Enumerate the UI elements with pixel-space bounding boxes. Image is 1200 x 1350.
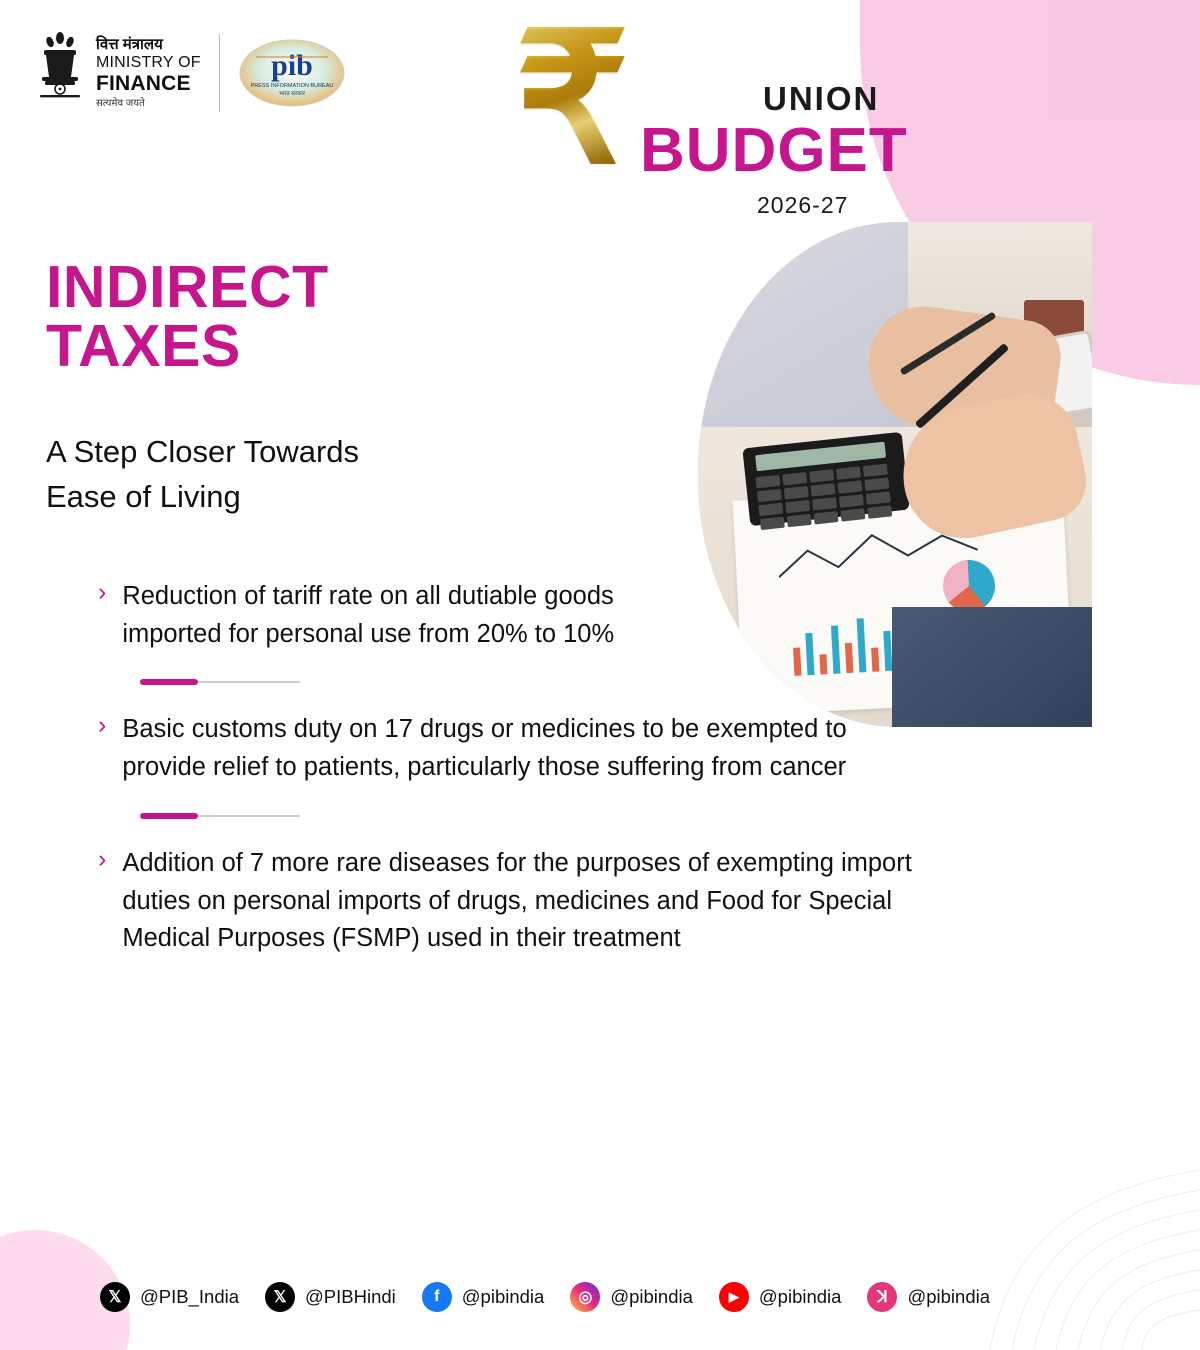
divider: [140, 813, 300, 819]
national-motto: सत्यमेव जयते: [96, 98, 145, 110]
logo-union-text: UNION: [763, 80, 880, 117]
union-budget-logo: [505, 0, 908, 225]
ministry-of-label: MINISTRY OF: [96, 53, 201, 71]
social-handle-label: @PIB_India: [140, 1286, 240, 1307]
bullet-list: [98, 578, 988, 958]
svg-text:PRESS INFORMATION BUREAU: PRESS INFORMATION BUREAU: [250, 83, 334, 89]
list-item: [98, 711, 928, 786]
social-handle-label: @pibindia: [907, 1286, 991, 1307]
pib-logo: [238, 35, 346, 111]
page-subtitle-line1: A Step Closer Towards: [46, 434, 360, 469]
bullet-text: Reduction of tariff rate on all dutiable goods imported for personal use from 20% to 10%: [122, 582, 615, 648]
page-title: [46, 254, 329, 379]
page-subtitle: [46, 430, 359, 520]
facebook-icon: f: [422, 1282, 452, 1312]
social-footer: [100, 1282, 990, 1312]
header-logos: [36, 28, 346, 118]
page-title-line1: INDIRECT: [46, 254, 329, 320]
bullet-text: Addition of 7 more rare diseases for the purposes of exempting import duties on personal imports of drugs, medicines and Food for Special Medical Purposes (FSMP) used in their treatment: [122, 848, 912, 953]
header-divider: [219, 34, 220, 112]
page-title-line2: TAXES: [46, 313, 241, 379]
x-twitter-icon: 𝕏: [100, 1282, 130, 1312]
logo-budget-text: BUDGET: [640, 116, 908, 185]
koo-icon: ꓘ: [867, 1282, 897, 1312]
national-emblem-icon: [36, 28, 84, 118]
pib-logo-icon: [238, 35, 346, 111]
social-handle-pib-india[interactable]: [100, 1282, 239, 1312]
list-item: [98, 578, 718, 653]
instagram-icon: ◎: [570, 1282, 600, 1312]
bullet-text: Basic customs duty on 17 drugs or medicines to be exempted to provide relief to patients, particularly those suffering from cancer: [122, 715, 847, 782]
decor-pink-block: [1050, 0, 1200, 120]
chevron-right-icon: ›: [98, 844, 107, 873]
social-handle-youtube[interactable]: [719, 1282, 842, 1312]
x-twitter-icon: 𝕏: [265, 1282, 295, 1312]
ministry-block: [36, 28, 201, 118]
social-handle-label: @pibindia: [461, 1286, 545, 1307]
rupee-symbol-icon: ₹: [515, 0, 630, 200]
svg-text:pib: pib: [270, 49, 313, 82]
logo-year-text: 2026-27: [757, 192, 849, 218]
social-handle-label: @PIBHindi: [305, 1286, 396, 1307]
page-subtitle-line2: Ease of Living: [46, 478, 241, 514]
chevron-right-icon: ›: [98, 711, 107, 740]
ministry-name-hindi: वित्त मंत्रालय: [96, 35, 163, 53]
social-handle-label: @pibindia: [610, 1286, 693, 1307]
social-handle-koo[interactable]: [867, 1282, 990, 1312]
youtube-icon: ▶: [719, 1282, 749, 1312]
divider: [140, 679, 300, 685]
ministry-finance-label: FINANCE: [96, 71, 191, 95]
list-item: [98, 845, 948, 958]
social-handle-pib-hindi[interactable]: [265, 1282, 396, 1312]
decor-line-pattern: [780, 1160, 1200, 1350]
social-handle-facebook[interactable]: [422, 1282, 545, 1312]
social-handle-label: @pibindia: [758, 1286, 842, 1307]
chevron-right-icon: ›: [98, 578, 107, 606]
svg-text:भारत सरकार: भारत सरकार: [278, 91, 305, 97]
social-handle-instagram[interactable]: [570, 1282, 693, 1312]
